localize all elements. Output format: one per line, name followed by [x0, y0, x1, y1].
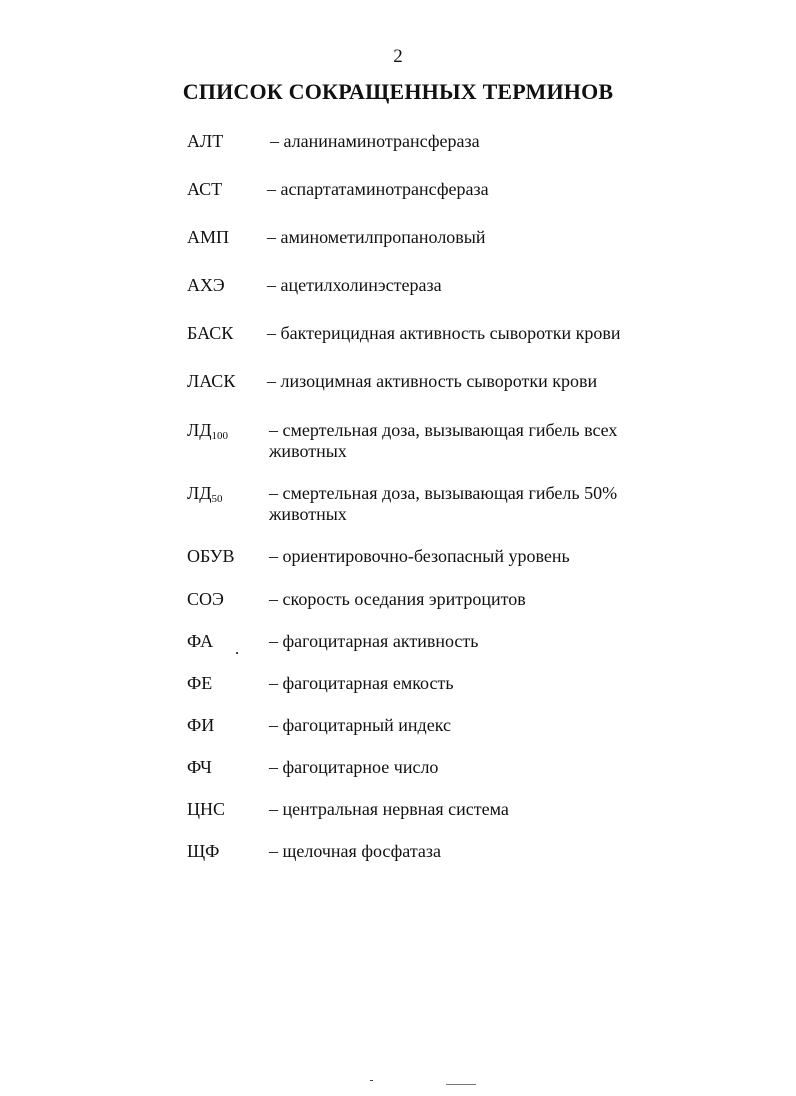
term-abbreviation: $ЛД_{100}$: [187, 420, 228, 442]
term-definition: – аспартатаминотрансфераза: [267, 179, 489, 199]
term-definition: – скорость оседания эритроцитов: [269, 589, 526, 609]
term-definition: – ацетилхолинэстераза: [267, 275, 442, 295]
term-abbreviation: ЛАСК: [187, 371, 236, 391]
page-title: СПИСОК СОКРАЩЕННЫХ ТЕРМИНОВ: [182, 79, 614, 104]
term-definition: – смертельная доза, вызывающая гибель 50% животных: [269, 483, 618, 524]
term-abbreviation: АХЭ: [187, 275, 225, 295]
term-subscript: 100: [211, 430, 228, 442]
term-definition: – фагоцитарная емкость: [269, 673, 454, 693]
term-abbreviation: ФИ: [187, 715, 215, 735]
term-definition: – щелочная фосфатаза: [269, 841, 442, 861]
term-abbreviation: ФЧ: [187, 757, 212, 777]
term-definition: – центральная нервная система: [269, 799, 509, 819]
term-abbreviation: ЩФ: [187, 841, 220, 861]
term-abbreviation: СОЭ: [187, 589, 224, 609]
term-abbreviation: АЛТ: [187, 131, 224, 151]
term-abbreviation: ФА: [187, 631, 214, 651]
term-definition: – аланинаминотрансфераза: [270, 131, 480, 151]
term-abbreviation: АМП: [187, 227, 230, 247]
term-abbreviation: ФЕ: [187, 673, 213, 693]
term-definition: – смертельная доза, вызывающая гибель всех животных: [269, 420, 618, 461]
term-definition: – фагоцитарная активность: [269, 631, 479, 651]
scan-speck: [236, 652, 238, 654]
scan-speck: [446, 1084, 476, 1085]
term-definition: – фагоцитарное число: [269, 757, 439, 777]
page-number: 2: [393, 46, 403, 67]
term-definition: – бактерицидная активность сыворотки крови: [267, 323, 621, 343]
term-definition: – аминометилпропаноловый: [267, 227, 486, 247]
scan-speck: [370, 1080, 373, 1081]
term-subscript: 50: [211, 493, 223, 505]
term-abbreviation: $ЛД_{50}$: [187, 483, 223, 505]
term-abbreviation: БАСК: [187, 323, 234, 343]
term-abbreviation: АСТ: [187, 179, 223, 199]
term-definition: – лизоцимная активность сыворотки крови: [267, 371, 598, 391]
term-definition: – ориентировочно-безопасный уровень: [269, 546, 570, 566]
term-abbreviation: ЦНС: [187, 799, 226, 819]
term-abbreviation: ОБУВ: [187, 546, 235, 566]
term-definition: – фагоцитарный индекс: [269, 715, 451, 735]
